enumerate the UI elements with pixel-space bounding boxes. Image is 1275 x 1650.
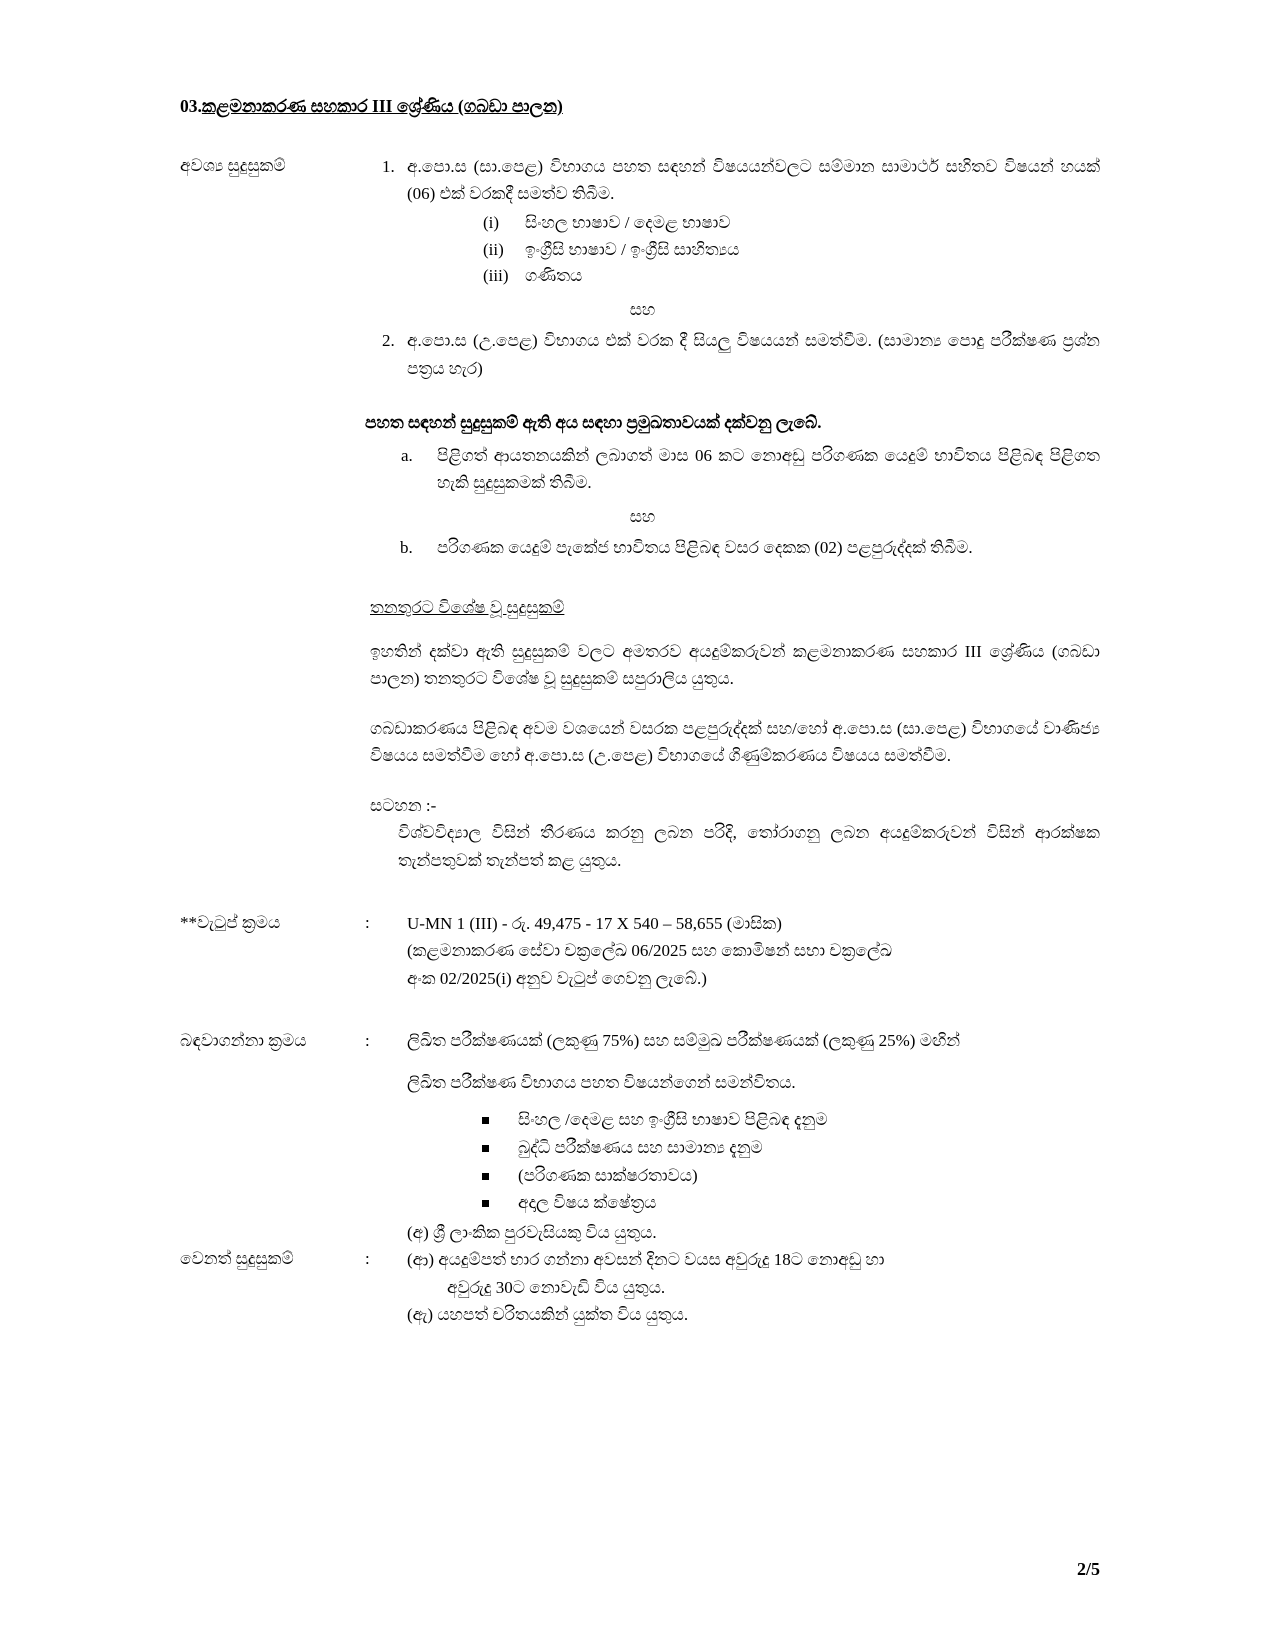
qualification-list — [365, 153, 1100, 208]
priority-list-b — [365, 534, 1100, 562]
list-item: අදාල විෂය ක්ෂේත්‍රය — [482, 1189, 1100, 1217]
special-paragraph-1: ඉහතින් දක්වා ඇති සුදුසුකම් වලට අමතරව අයදුම්කරුවන් කළමනාකරණ සහකාර III ශ්‍රේණිය (ගබඩා පාලන) තනතුරට විශේෂ වූ සුදුසුකම් සපුරාලිය යුතුය. — [370, 641, 1100, 689]
list-item — [483, 210, 1100, 237]
subject-marker-i: (i) — [483, 212, 500, 232]
written-exam-intro: ලිඛිත පරීක්ෂණ විභාගය පහත විෂයන්ගෙන් සමන්විතය. — [407, 1073, 796, 1093]
qualification-item-1: 1. අ.පො.ස (සා.පෙළ) විභාගය පහත සඳහන් විෂයයන්වලට සම්මාන සාමාර්ථ සහිතව විෂයන් හයක් (06) එක් වරකදී සමත්ව තිබීම. — [399, 153, 1100, 208]
required-qualifications-row — [180, 153, 1100, 875]
priority-item-a: a. පිළිගත් ආයතනයකින් ලබාගත් මාස 06 කට නොඅඩු පරිගණක යෙදුම් භාවිතය පිළිබඳ පිළිගත හැකි සුදුසුකමක් තිබීම. — [417, 442, 1100, 497]
salary-colon: : — [365, 913, 370, 933]
salary-circular-line-2: අංක 02/2025(i) අනුව වැටුප් ගෙවනු ලැබේ.) — [407, 968, 707, 988]
salary-scale: U-MN 1 (III) - රු. 49,475 - 17 X 540 – 58,655 (මාසික) — [407, 914, 782, 934]
heading-title: කළමනාකරණ සහකාර III ශ්‍රේණිය (ගබඩා පාලන) — [201, 96, 563, 116]
recruitment-body — [407, 1028, 1100, 1246]
priority-intro: පහත සඳහන් සුදුසුකම් ඇති අය සඳහා ප්‍රමුඛතාවයක් දක්වනු ලැබේ. — [365, 412, 822, 432]
recruitment-label: බඳවාගන්නා ක්‍රමය — [180, 1030, 307, 1050]
list-item: (පරිගණක සාක්ෂරතාවය) — [482, 1162, 1100, 1190]
age-clause — [407, 1246, 1100, 1301]
recruitment-method: ලිඛිත පරීක්ෂණයක් (ලකුණු 75%) සහ සම්මුඛ පරීක්ෂණයක් (ලකුණු 25%) මඟින් — [407, 1030, 961, 1050]
salary-row — [180, 910, 1100, 992]
qualification-list-2 — [365, 327, 1100, 382]
note-text: විශ්වවිද්‍යාල විසින් තීරණය කරනු ලබන පරිදි, තෝරාගනු ලබන අයදුම්කරුවන් විසින් ආරක්ෂක තැන්පතුවක් තැන්පත් කළ යුතුය. — [398, 823, 1100, 870]
other-qualifications-colon: : — [365, 1249, 370, 1269]
list-item: සිංහල /දෙමළ සහ ඉංග්‍රීසි භාෂාව පිළිබඳ දැනුම — [482, 1106, 1100, 1134]
list-item: බුද්ධි පරීක්ෂණය සහ සාමාන්‍ය දැනුම — [482, 1134, 1100, 1162]
subject-text-iii: ගණිතය — [525, 266, 583, 286]
subject-text-ii: ඉංග්‍රීසි භාෂාව / ඉංග්‍රීසි සාහිත්‍යය — [525, 239, 740, 259]
conjunction-saha-2: සහ — [629, 506, 656, 526]
exam-subject-list — [407, 1106, 1100, 1216]
recruitment-colon: : — [365, 1030, 370, 1050]
salary-circular-line-1: (කළමනාකරණ සේවා චක්‍රලේඛ 06/2025 සහ කොමිෂන් සභා චක්‍රලේඛ — [407, 941, 893, 961]
salary-body — [407, 910, 1100, 992]
note-label: සටහන :- — [370, 795, 437, 815]
spacer — [180, 874, 1100, 910]
subject-list — [365, 210, 1100, 291]
required-qualifications-body — [365, 153, 1100, 875]
subject-marker-iii: (iii) — [483, 266, 509, 286]
subject-text-i: සිංහල භාෂාව / දෙමළ භාෂාව — [525, 212, 731, 232]
special-qualifications-subhead: තනතුරට විශේෂ වූ සුදුසුකම් — [370, 598, 565, 618]
page-number: 2/5 — [1076, 1559, 1100, 1579]
spacer — [180, 992, 1100, 1028]
list-item — [483, 237, 1100, 264]
age-clause-line-1: (ආ) අයදුම්පත් භාර ගන්නා අවසන් දිනට වයස අවුරුදු 18ට නොඅඩු හා — [407, 1250, 885, 1270]
other-qualifications-body — [407, 1246, 1100, 1329]
page-title — [180, 95, 1100, 119]
subject-marker-ii: (ii) — [483, 239, 504, 259]
list-item — [483, 263, 1100, 290]
heading-number: 03. — [180, 96, 202, 116]
age-clause-line-2: අවුරුදු 30ට නොවැඩි විය යුතුය. — [447, 1277, 666, 1297]
citizenship-clause: (අ) ශ්‍රී ලාංකික පුරවැසියකු විය යුතුය. — [407, 1222, 657, 1242]
conjunction-saha-1: සහ — [629, 300, 656, 320]
qualification-item-2: 2. අ.පො.ස (උ.පෙළ) විභාගය එක් වරක දී සියලු විෂයයන් සමත්වීම. (සාමාන්‍ය පොදු පරීක්ෂණ ප්‍රශ්න පත්‍රය හැර) — [399, 327, 1100, 382]
salary-label: **වැටුප් ක්‍රමය — [180, 913, 281, 933]
priority-item-b: b. පරිගණක යෙදුම් පැකේජ භාවිතය පිළිබඳ වසර දෙකක (02) පළපුරුද්දක් තිබීම. — [417, 534, 1100, 562]
other-qualifications-label: වෙනත් සුදුසුකම් — [180, 1249, 294, 1269]
recruitment-row — [180, 1028, 1100, 1246]
special-paragraph-2: ගබඩාකරණය පිළිබඳ අවම වශයෙන් වසරක පළපුරුද්දක් සහ/හෝ අ.පො.ස (සා.පෙළ) විභාගයේ වාණිජ්‍ය විෂයය සමත්වීම හෝ අ.පො.ස (උ.පෙළ) විභාගයේ ගිණුම්කරණය විෂයය සමත්වීම. — [370, 718, 1100, 766]
character-clause: (ඇ) යහපත් චරිතයකින් යුක්ත විය යුතුය. — [407, 1305, 689, 1325]
priority-list-a — [365, 442, 1100, 497]
required-qualifications-label: අවශ්‍ය සුදුසුකම් — [180, 155, 286, 175]
other-qualifications-row — [180, 1246, 1100, 1329]
